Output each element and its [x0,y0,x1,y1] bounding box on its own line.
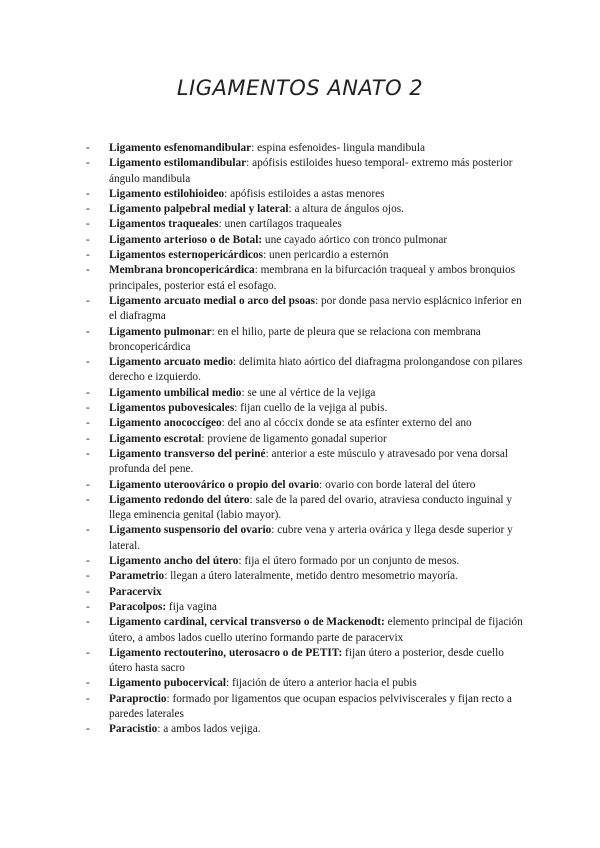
bullet-dash: - [86,356,90,369]
ligament-term: Ligamento cardinal, cervical transverso o de Mackenodt: [109,616,385,629]
bullet-dash: - [86,264,90,277]
ligament-description: : formado por ligamentos que ocupan espacios pelviviscerales y fijan recto a paredes laterales [109,692,512,720]
list-item [86,416,526,431]
bullet-dash: - [86,157,90,170]
ligament-term: Ligamento transverso del periné [109,447,266,460]
ligament-term: Ligamentos traqueales [109,218,219,231]
bullet-dash: - [86,187,90,200]
ligament-term: Ligamento estilohioideo [109,187,225,200]
bullet-dash: - [86,294,90,307]
ligament-description: : sale de la pared del ovario, atraviesa conducto inguinal y llega eminencia genital (labio mayor). [109,493,513,522]
bullet-dash: - [86,692,90,705]
list-item [86,156,526,187]
bullet-dash: - [86,233,90,246]
ligament-description: : fijan cuello de la vejiga al pubis. [234,402,388,415]
list-item [86,554,526,569]
ligament-description: : proviene de ligamento gonadal superior [201,432,387,445]
ligament-term: Parametrio [109,570,165,583]
ligament-description: : se une al vértice de la vejiga [241,386,376,399]
ligament-term: Membrana broncopericárdica [109,264,255,277]
list-item [86,248,526,263]
ligament-term: Ligamento esfenomandibular [109,142,252,154]
ligament-term: Ligamento anococcígeo [109,417,222,430]
list-item [86,432,526,447]
list-item [86,523,526,554]
ligament-term: Ligamento uteroovárico o propio del ovario [109,478,320,491]
ligament-term: Ligamento arcuato medio [109,356,234,369]
list-item [86,401,526,416]
ligament-term: Ligamento redondo del útero [109,493,250,506]
list-item [86,600,526,615]
ligament-term: Ligamento umbilical medio [109,386,242,399]
ligament-description: : anterior a este músculo y atravesado por vena dorsal profunda del pene. [109,447,509,476]
bullet-dash: - [86,646,90,659]
list-item [86,325,526,356]
list-item [86,646,526,677]
ligament-term: Ligamento pulmonar [109,325,212,338]
ligament-description: : unen cartílagos traqueales [218,218,342,231]
list-item [86,569,526,584]
ligament-term: Paracolpos: [109,600,167,613]
ligament-term: Paraproctio [109,692,167,705]
list-item [86,478,526,493]
bullet-dash: - [86,218,90,231]
ligament-term: Paracistio [109,723,158,736]
list-item [86,294,526,325]
ligament-description: : a altura de ángulos ojos. [288,203,404,216]
list-item [86,692,526,723]
ligament-description: : delimita hiato aórtico del diafragma prolongandose con pilares derecho e izquierdo. [109,356,523,384]
ligament-description: : apófisis estiloides a astas menores [224,187,385,200]
ligament-description: : ovario con borde lateral del útero [319,478,476,491]
ligament-description: : del ano al cóccix donde se ata esfínter externo del ano [221,417,472,430]
list-item [86,202,526,217]
ligament-term: Ligamentos esternopericárdicos [109,249,264,262]
ligament-description: : fijación de útero a anterior hacia el pubis [226,677,417,690]
bullet-dash: - [86,600,90,613]
ligament-description: : a ambos lados vejiga. [157,723,261,736]
list-item [86,187,526,202]
page-title: LIGAMENTOS ANATO 2 [176,76,424,100]
ligament-term: Ligamento estilomandibular [109,157,247,170]
list-item [86,585,526,600]
ligament-description: : cubre vena y arteria ovárica y llega desde superior y lateral. [109,524,513,552]
list-item [86,141,526,156]
list-item [86,447,526,478]
bullet-dash: - [86,249,90,262]
bullet-dash: - [86,325,90,338]
ligament-description: : apófisis estiloides hueso temporal- extremo más posterior ángulo mandibula [109,157,513,185]
ligament-description: : fija el útero formado por un conjunto de mesos. [238,555,460,568]
ligament-description: : espina esfenoides- lingula mandibula [251,142,425,154]
list-item [86,386,526,401]
ligament-description: elemento principal de fijación útero, a ambos lados cuello uterino formando parte de paracervix [109,616,523,644]
bullet-dash: - [86,677,90,690]
bullet-dash: - [86,432,90,445]
bullet-dash: - [86,555,90,568]
ligament-term: Ligamento suspensorio del ovario [109,524,272,537]
ligament-term: Ligamento escrotal [109,432,202,445]
bullet-dash: - [86,493,90,506]
ligament-term: Ligamento palpebral medial y lateral [109,203,289,216]
ligament-description: une cayado aórtico con tronco pulmonar [262,233,448,246]
list-item [86,263,526,294]
list-item [86,676,526,691]
ligament-term: Ligamento rectouterino, uterosacro o de PETIT: [109,646,343,659]
ligament-description: : por donde pasa nervio esplácnico inferior en el diafragma [109,294,522,323]
ligament-description: : unen pericardio a esternón [263,249,389,262]
bullet-dash: - [86,570,90,583]
bullet-dash: - [86,203,90,216]
list-item [86,217,526,232]
ligament-description: : llegan a útero lateralmente, metido dentro mesometrio mayoría. [164,570,458,583]
bullet-dash: - [86,417,90,430]
bullet-dash: - [86,447,90,460]
ligament-term: Ligamento arterioso o de Botal: [109,233,263,246]
list-item [86,615,526,646]
bullet-dash: - [86,723,90,736]
ligament-term: Ligamentos pubovesicales [109,402,235,415]
list-item [86,493,526,524]
bullet-dash: - [86,585,90,598]
bullet-dash: - [86,478,90,491]
bullet-dash: - [86,142,90,154]
list-item [86,355,526,386]
ligament-term: Paracervix [109,585,162,598]
ligament-term: Ligamento ancho del útero [109,555,239,568]
bullet-dash: - [86,386,90,399]
ligament-description: fijan útero a posterior, desde cuello útero hasta sacro [109,646,504,675]
ligament-term: Ligamento pubocervical [109,677,227,690]
list-item [86,233,526,248]
list-item [86,722,526,737]
ligament-description: : en el hilio, parte de pleura que se relaciona con membrana broncopericárdica [109,325,481,353]
ligament-term: Ligamento arcuato medial o arco del psoas [109,294,316,307]
bullet-dash: - [86,402,90,415]
ligament-description: : membrana en la bifurcación traqueal y ambos bronquios principales, posterior está el esofago. [109,264,516,292]
ligament-description: fija vagina [166,600,217,613]
bullet-dash: - [86,616,90,629]
ligament-list [86,141,526,738]
bullet-dash: - [86,524,90,537]
